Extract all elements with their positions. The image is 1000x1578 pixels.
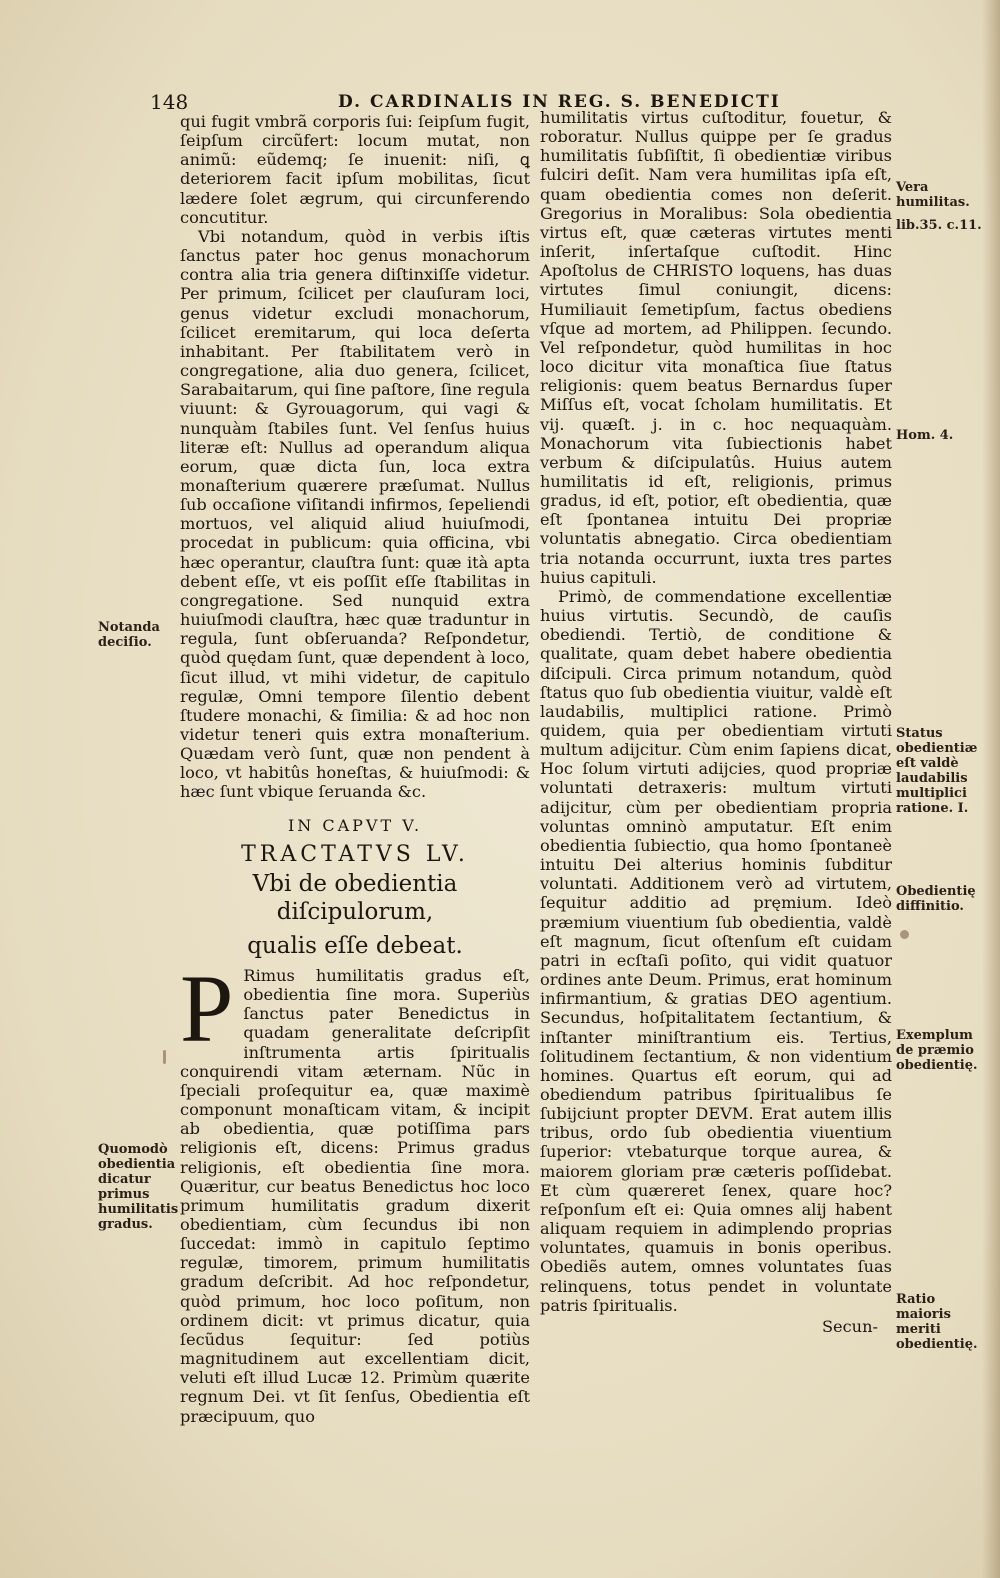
paragraph: Primò, de commendatione excellentiæ huius virtutis. Secundò, de cauſis obediendi. Tertiò, de conditione & qualitate, quam debet habere obedientia diſcipuli. Circa primum notandum, quòd ſtatus quo ſub obedientia viuitur, valdè eſt laudabilis, multiplici ratione. Primò quidem, quia per obedientiam virtuti multum adijcitur. Cùm enim ſapiens dicat, Hoc ſolum virtuti adijcies, quod propriæ voluntati detraxeris: multum virtuti adijcitur, cùm per obedientiam propria voluntas omninò amputatur. Eſt enim obedientia ſubiectio, qua homo ſpontaneè intuitu Dei alterius hominis ſubditur voluntati. Additionem verò ad virtutem, ſequitur additio ad pręmium. Ideò præmium viuentium ſub obedientia, valdè eſt magnum, ſicut oſtenſum eſt cuidam patri in ecſtaſi poſito, qui vidit quatuor ordines ante Deum. Primus, erat hominum infirmantium, & gratias DEO agentium. Secundus, hoſpitalitatem ſectantium, & inſtanter miniſtrantium eis. Tertius, ſolitudinem ſectantium, & non videntium homines. Quartus eſt eorum, qui ad obediendum patribus ſpiritualibus ſe ſubijciunt propter DEVM. Erat autem illis tribus, ordo ſub obedientia viuentium ſuperior: vtebaturque torque aurea, & maiorem gloriam præ cæteris poſſidebat. Et cùm quæreret ſenex, quare hoc? reſponſum eſt ei: Quia omnes alij habent aliquam requiem in adimplendo proprias voluntates, quamuis in bonis operibus. Obediẽs autem, omnes voluntates ſuas relinquens, totus pendet in voluntate patris ſpiritualis. (540, 586, 892, 1315)
page-number: 148 (150, 90, 189, 114)
opening-paragraph (180, 954, 530, 1426)
ink-spot (163, 1050, 166, 1064)
margin-note-left: Notanda deciſio. (98, 620, 160, 650)
margin-note-right: Exemplum de præmio obedientię. (896, 1028, 978, 1073)
margin-note-right: Status obedientiæ eſt valdè laudabilis multiplici ratione. I. (896, 726, 978, 816)
chapter-heading-block (180, 816, 530, 960)
right-column (540, 108, 892, 1336)
running-title: D. CARDINALIS IN REG. S. BENEDICTI (338, 92, 781, 112)
tractatus-heading: TRACTATVS LV. (241, 841, 469, 867)
margin-note-right: lib.35. c.11. (896, 218, 982, 233)
ink-spot (900, 930, 909, 939)
chapter-title-line-1: Vbi de obedientia diſcipulorum, (252, 870, 458, 925)
paragraph: qui fugit vmbrã corporis ſui: ſeipſum fugit, ſeipſum circũfert: locum mutat, non animũ: eũdemq; ſe inuenit: niſi, ꝗ deteriorem facit ipſum mobilitas, ſicut lædere ſolet ægrum, qui circunferendo concutitur. (180, 112, 530, 227)
opening-paragraph-text: Rimus humilitatis gradus eſt, obedientia ſine mora. Superiùs ſanctus pater Benedictus in quadam generalitate deſcripſit inſtrumenta artis ſpiritualis conquirendi vitam æternam. Nũc in ſpeciali proſequitur ea, quæ maximè componunt monaſticam vitam, & incipit ab obedientia, quæ potiſſima pars religionis eſt, dicens: Primus gradus religionis, eſt obedientia ſine mora. Quæritur, cur beatus Benedictus hoc loco primum humilitatis gradum dixerit obedientiam, cùm ſecundus ibi non ſuccedat: immò in capitulo ſeptimo regulæ, timorem, primum humilitatis gradum deſcribit. Ad hoc reſpondetur, quòd primum, hoc loco poſitum, non ordinem dicit: vt primus dicatur, quia ſecũdus ſequitur: ſed potiùs magnitudinem aut excellentiam dicit, veluti eſt illud Lucæ 12. Primùm quærite regnum Dei. vt ſit ſenſus, Obedientia eſt præcipuum, quo (180, 965, 530, 1426)
margin-note-left: Quomodò obedientia dicatur primus humilitatis gradus. (98, 1142, 179, 1232)
margin-note-right: Hom. 4. (896, 428, 954, 443)
drop-cap: P (180, 954, 234, 1062)
margin-note-right: Vera humilitas. (896, 180, 970, 210)
catchword: Secun- (821, 1316, 878, 1336)
chapter-heading: IN CAPVT V. (287, 815, 423, 835)
margin-note-right: Ratio maioris meriti obedientię. (896, 1292, 978, 1352)
paragraph: Vbi notandum, quòd in verbis iſtis ſanctus pater hoc genus monachorum contra alia tria genera diſtinxiſſe videtur. Per primum, ſcilicet per clauſuram loci, genus videtur excludi monachorum, ſcilicet eremitarum, qui loca deſerta inhabitant. Per ſtabilitatem verò in congregatione, alia duo genera, ſcilicet, Sarabaitarum, qui ſine paſtore, ſine regula viuunt: & Gyrouagorum, qui vagi & nunquàm ſtabiles ſunt. Vel ſenſus huius literæ eſt: Nullus ad operandum aliqua eorum, quæ dicta ſun, loca extra monaſterium quærere præſumat. Nullus ſub occaſione viſitandi infirmos, ſepeliendi mortuos, vel aliquid aliud huiuſmodi, procedat in publicum: quia officina, vbi hæc operantur, clauſtra ſunt: quæ ità apta debent eſſe, vt eis poſſit eſſe ſtabilitas in congregatione. Sed nunquid extra huiuſmodi clauſtra, hæc quæ traduntur in regula, ſunt obſeruanda? Reſpondetur, quòd quędam ſunt, quæ dependent à loco, ſicut illud, vt mihi videtur, de capitulo regulæ, Omni tempore ſilentio debent ſtudere monachi, & ſimilia: & ad hoc non videtur teneri quis extra monaſterium. Quædam verò ſunt, quæ non pendent à loco, vt habitûs honeſtas, & huiuſmodi: & hæc ſunt vbique ſeruanda &c. (180, 226, 530, 802)
chapter-title-line-2: qualis eſſe debeat. (247, 932, 463, 959)
paragraph: humilitatis virtus cuſtoditur, fouetur, & roboratur. Nullus quippe per ſe gradus humilitatis ſubſiſtit, ſi obedientiæ viribus fulciri deſit. Nam vera humilitas ipſa eſt, quam obedientia comes non deſerit. Gregorius in Moralibus: Sola obedientia virtus eſt, quæ cæteras virtutes menti inſerit, inſertaſque cuſtodit. Hinc Apoſtolus de CHRISTO loquens, has duas virtutes ſimul coniungit, dicens: Humiliauit ſemetipſum, factus obediens vſque ad mortem, ad Philippen. ſecundo. Vel reſpondetur, quòd humilitas in hoc loco dicitur vita monaſtica ſiue ſtatus religionis: quem beatus Bernardus ſuper Miſſus eſt, vocat ſcholam humilitatis. Et vij. quæſt. j. in c. hoc nequaquàm. Monachorum vita ſubiectionis habet verbum & diſcipulatûs. Huius autem humilitatis id eſt, religionis, primus gradus, id eſt, potior, eſt obedientia, quæ eſt ſpontanea intuitu Dei propriæ voluntatis abnegatio. Circa obedientiam tria notanda occurrunt, iuxta tres partes huius capituli. (540, 108, 892, 587)
margin-note-right: Obedientię diffinitio. (896, 884, 976, 914)
left-column (180, 112, 530, 1426)
